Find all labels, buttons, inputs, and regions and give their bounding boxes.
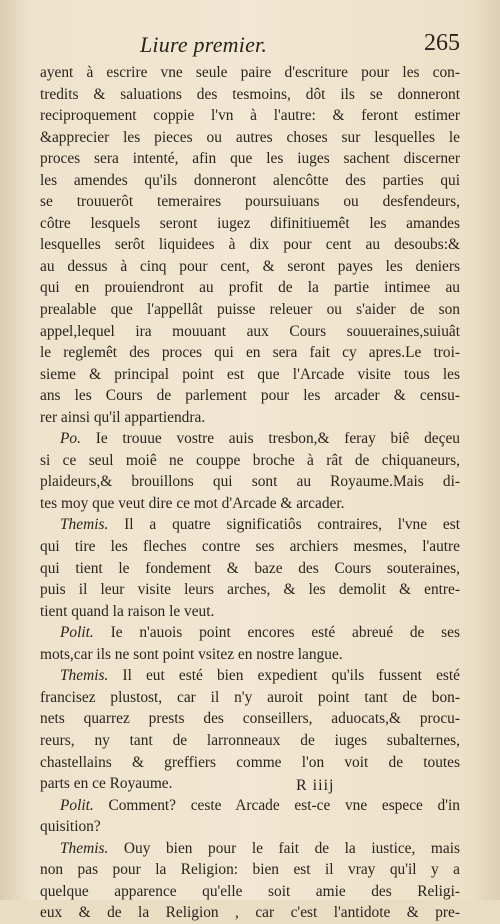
signature-mark: R iiij (296, 777, 335, 794)
line-text: qui en prouiendront au profit de la partie intimee au (40, 279, 460, 297)
line-text: rer ainsi qu'il appartiendra. (40, 408, 206, 426)
text-line (40, 450, 460, 472)
speaker-name: Polit. (60, 796, 94, 814)
text-line (40, 84, 460, 106)
page-body (40, 62, 460, 924)
text-line (40, 234, 460, 256)
line-text: tes moy que veut dire ce mot d'Arcade & arcader. (40, 494, 345, 512)
line-text: lesquelles serôt liquidees à dix pour cent au desoubs:& (40, 236, 460, 254)
text-line (40, 62, 460, 84)
text-line (40, 493, 460, 515)
text-line (40, 127, 460, 149)
running-title: Liure premier. (140, 32, 268, 57)
line-text: tredits & saluations des tesmoins, dôt ils se donneront (40, 85, 460, 103)
line-text: au dessus à cinq pour cent, & seront payes les deniers (40, 257, 460, 275)
line-text: nets quarrez prests des conseillers, aduocats,& procu- (40, 710, 460, 728)
line-text: francisez plustost, car il n'y auroit point tant de bon- (40, 688, 460, 706)
text-line (40, 277, 460, 299)
line-text: Il eut esté bien expedient qu'ils fussent esté (122, 667, 460, 685)
text-line (40, 773, 460, 795)
text-line (40, 644, 460, 666)
text-line (40, 299, 460, 321)
line-text: non pas pour la Religion: bien est il vray qu'il y a (40, 861, 460, 879)
text-line (40, 752, 460, 774)
line-text: quelque apparence qu'elle soit amie des Religi- (40, 882, 460, 900)
speaker-name: Themis. (60, 516, 109, 534)
text-line (40, 321, 460, 343)
speaker-name: Po. (60, 430, 81, 448)
text-line (40, 148, 460, 170)
text-line (40, 256, 460, 278)
text-line (40, 838, 460, 860)
line-text: plaideurs,& brouillons qui sont au Royaume.Mais di- (40, 473, 460, 491)
line-text: mots,car ils ne sont point vsitez en nostre langue. (40, 645, 343, 663)
line-text: quisition? (40, 818, 101, 836)
text-line (40, 665, 460, 687)
line-text: reurs, ny tant de larronneaux de iuges subalternes, (40, 731, 460, 749)
line-text: Ouy bien pour le fait de la iustice, mais (123, 839, 460, 857)
line-text: chastellains & greffiers comme l'on voit de toutes (40, 753, 460, 771)
text-line (40, 105, 460, 127)
text-line (40, 428, 460, 450)
line-text: se trouuerôt temeraires poursuiuans ou desfendeurs, (40, 193, 460, 211)
line-text: proces sera intenté, afin que les iuges sachent discerner (40, 150, 460, 168)
line-text: Ie trouue vostre auis tresbon,& feray biê deçeu (95, 430, 460, 448)
speaker-name: Polit. (60, 624, 94, 642)
page-header (40, 30, 460, 60)
line-text: qui tient le fondement & baze des Cours souteraines, (40, 559, 460, 577)
page-number: 265 (424, 30, 460, 56)
line-text: &apprecier les pieces ou autres choses sur lesquelles le (40, 128, 460, 146)
text-line (40, 536, 460, 558)
text-line (40, 859, 460, 881)
line-text: tient quand la raison le veut. (40, 602, 215, 620)
line-text: eux & de la Religion , car c'est l'antidote & pre- (40, 904, 460, 922)
text-line (40, 795, 460, 817)
line-text: les amendes qu'ils donneront alencôtte des parties qui (40, 171, 460, 189)
text-line (40, 902, 460, 924)
line-text: Il a quatre significatiôs contraires, l'vne est (124, 516, 460, 534)
text-line (40, 816, 460, 838)
speaker-name: Themis. (60, 667, 109, 685)
text-line (40, 407, 460, 429)
text-line (40, 471, 460, 493)
line-text: prealable que l'appellât puisse releuer ou s'aider de son (40, 301, 460, 319)
line-text: le reglemêt des proces qui en sera fait cy apres.Le troi- (40, 344, 460, 362)
line-text: ans les Cours de parlement pour les arcader & censu- (40, 387, 460, 405)
text-line (40, 601, 460, 623)
text-line (40, 170, 460, 192)
text-line (40, 364, 460, 386)
text-line (40, 622, 460, 644)
line-text: sieme & principal point est que l'Arcade visite tous les (40, 365, 460, 383)
line-text: parts en ce Royaume. (40, 775, 173, 793)
text-line (40, 558, 460, 580)
line-text: Ie n'auois point encores esté abreué de ses (110, 624, 460, 642)
text-line (40, 687, 460, 709)
text-line (40, 708, 460, 730)
text-line (40, 342, 460, 364)
line-text: qui tire les fleches contre ses archiers mesmes, l'autre (40, 538, 460, 556)
text-line (40, 385, 460, 407)
text-line (40, 191, 460, 213)
line-text: côtre lesquels seront iugez difinitiuemêt les amandes (40, 214, 460, 232)
line-text: ayent à escrire vne seule paire d'escriture pour les con- (40, 64, 460, 81)
line-text: si ce seul moiê ne couppe broche à rât de chiquaneurs, (40, 451, 460, 469)
text-line (40, 881, 460, 903)
text-line (40, 514, 460, 536)
line-text: puis il leur visite leurs arches, & les demolit & entre- (40, 581, 460, 599)
line-text: reciproquement coppie l'vn à l'autre: & feront estimer (40, 107, 460, 125)
text-line (40, 730, 460, 752)
line-text: Comment? ceste Arcade est-ce vne espece d'in (108, 796, 460, 814)
speaker-name: Themis. (60, 839, 109, 857)
text-line (40, 213, 460, 235)
text-line (40, 579, 460, 601)
line-text: appel,lequel ira mouuant aux Cours souueraines,suiuât (40, 322, 460, 340)
